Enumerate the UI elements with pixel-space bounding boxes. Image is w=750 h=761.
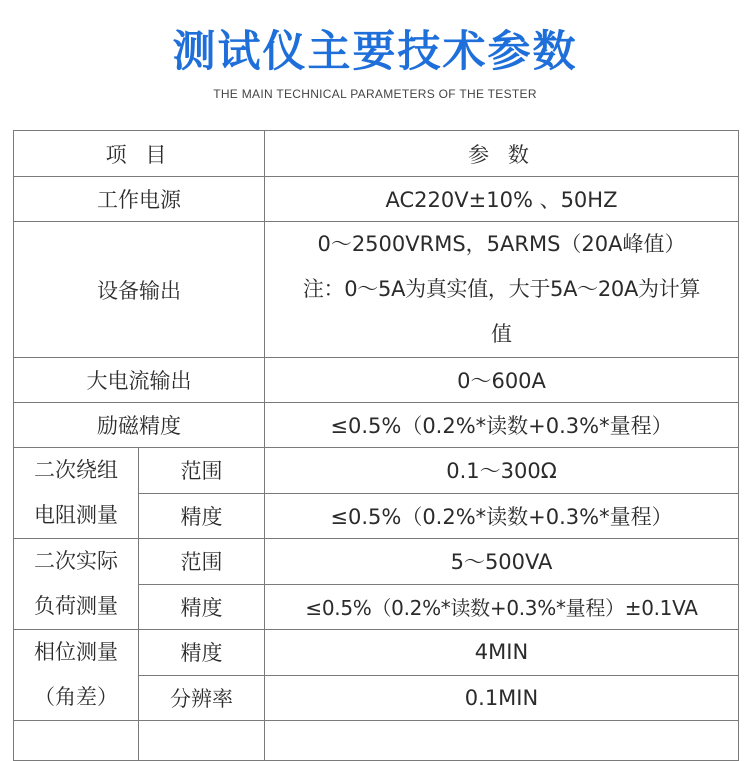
load-accuracy-label: 精度: [139, 584, 265, 630]
phase-label-line2: （角差）: [34, 685, 118, 709]
power-supply-value: AC220V±10% 、50HZ: [265, 177, 739, 222]
table-row: [14, 539, 739, 585]
winding-range-value: 0.1～300Ω: [265, 448, 739, 494]
empty-cell: [14, 721, 139, 761]
empty-cell: [139, 721, 265, 761]
device-output-line2: 注：0～5A为真实值，大于5A～20A为计算: [302, 277, 701, 301]
header-param-cell: 参 数: [265, 131, 739, 177]
actual-load-label-line2: 负荷测量: [34, 594, 118, 618]
winding-resistance-label-line1: 二次绕组: [34, 458, 118, 482]
table-row: [14, 448, 739, 494]
winding-resistance-label: [14, 448, 139, 539]
device-output-line1: 0～2500VRMS，5ARMS（20A峰值）: [317, 232, 686, 256]
actual-load-label-line1: 二次实际: [34, 549, 118, 573]
winding-accuracy-label: 精度: [139, 493, 265, 539]
page-title: 测试仪主要技术参数: [172, 27, 578, 77]
table-header-row: [14, 131, 739, 177]
phase-accuracy-value: 4MIN: [265, 630, 739, 676]
table-row: [14, 222, 739, 358]
phase-resolution-value: 0.1MIN: [265, 675, 739, 721]
page-subtitle: THE MAIN TECHNICAL PARAMETERS OF THE TESTER: [213, 87, 537, 101]
table-row: [14, 358, 739, 403]
phase-label: [14, 630, 139, 721]
phase-resolution-label: 分辨率: [139, 675, 265, 721]
table-row: [14, 403, 739, 448]
load-range-value: 5～500VA: [265, 539, 739, 585]
empty-cell: [265, 721, 739, 761]
device-output-line3: 值: [491, 322, 512, 346]
device-output-value: [265, 222, 739, 358]
spec-table: [13, 130, 739, 761]
table-row: [14, 630, 739, 676]
power-supply-label: 工作电源: [14, 177, 265, 222]
table-row-empty: [14, 721, 739, 761]
excitation-value: ≤0.5%（0.2%*读数+0.3%*量程）: [265, 403, 739, 448]
device-output-label: 设备输出: [14, 222, 265, 358]
winding-resistance-label-line2: 电阻测量: [34, 503, 118, 527]
winding-range-label: 范围: [139, 448, 265, 494]
high-current-value: 0～600A: [265, 358, 739, 403]
load-accuracy-value: ≤0.5%（0.2%*读数+0.3%*量程）±0.1VA: [265, 584, 739, 630]
table-row: [14, 177, 739, 222]
header-item-cell: 项 目: [14, 131, 265, 177]
load-range-label: 范围: [139, 539, 265, 585]
phase-accuracy-label: 精度: [139, 630, 265, 676]
excitation-label: 励磁精度: [14, 403, 265, 448]
winding-accuracy-value: ≤0.5%（0.2%*读数+0.3%*量程）: [265, 493, 739, 539]
high-current-label: 大电流输出: [14, 358, 265, 403]
actual-load-label: [14, 539, 139, 630]
phase-label-line1: 相位测量: [34, 640, 118, 664]
